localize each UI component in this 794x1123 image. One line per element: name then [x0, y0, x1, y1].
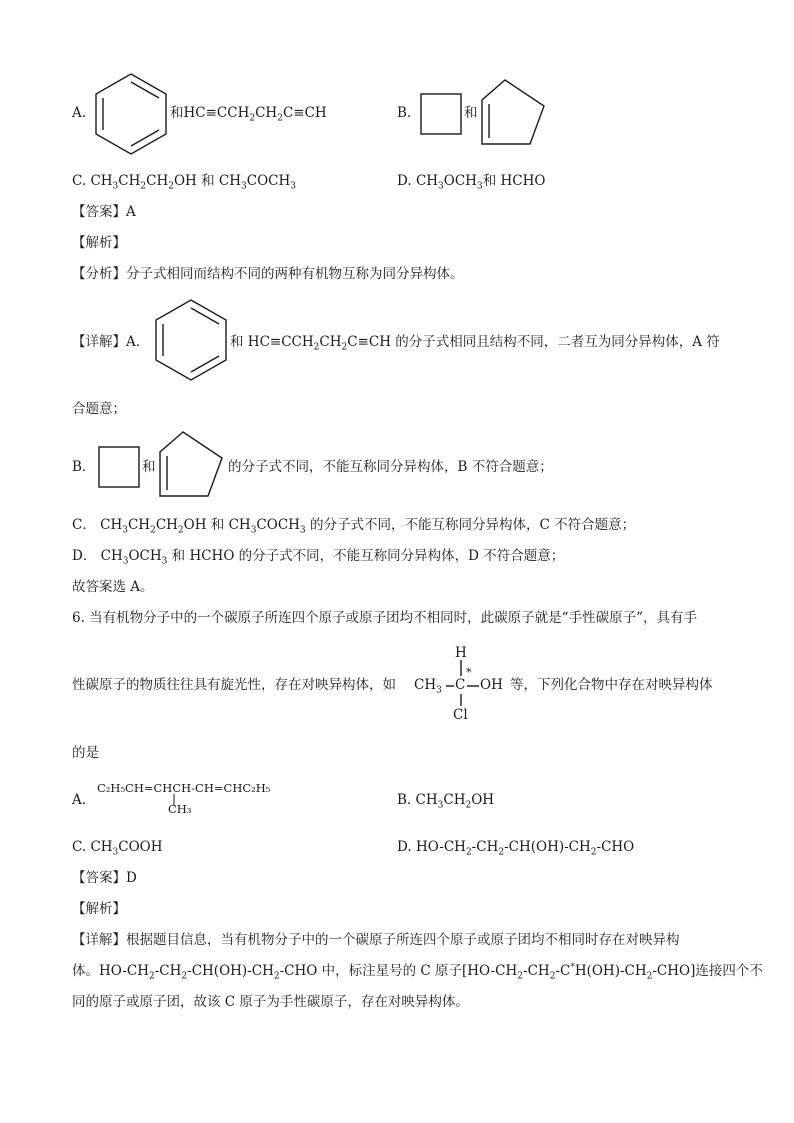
- cyclobutane-square-structure: [420, 93, 462, 135]
- struct-cl-bottom: Cl: [453, 707, 468, 723]
- struct-h-top: H: [455, 645, 467, 661]
- detail-c: C． $CH_3CH_2CH_2OH$ 和 $CH_3COCH_3$ 的分子式不同，不能互称同分异构体，C 不符合题意；: [72, 517, 636, 536]
- q5-option-b-label: B.: [397, 105, 412, 121]
- struct-carbon: C: [455, 677, 466, 693]
- struct-oh-right: OH: [480, 677, 503, 693]
- detail-2-line-2: 体。$HO-CH_2-CH_2-CH(OH)-CH_2$-CHO 中，标注星号的 C 原子$[HO-CH_2-CH_2-C^*H(OH)-CH_2-CHO]$连接四个不: [72, 962, 763, 982]
- q6-line-2-post: 等，下列化合物中存在对映异构体: [510, 677, 713, 693]
- q6-option-b: B. $CH_3CH_2OH$: [397, 792, 495, 811]
- detail-2-line-1: 【详解】根据题目信息，当有机物分子中的一个碳原子所连四个原子或原子团均不相同时存在对映异构: [72, 932, 680, 948]
- analysis-2-heading: 【解析】: [72, 901, 126, 917]
- benzene-ring-detail-structure: [154, 298, 228, 382]
- q6-option-a-main: C₂H₅CH=CHCH-CH=CHC₂H₅: [97, 781, 271, 795]
- benzene-ring-structure: [94, 72, 168, 156]
- q5-option-a-formula: 和$HC\equiv CCH_2CH_2C\equiv CH$: [170, 105, 327, 124]
- detail-d: D． $CH_3OCH_3$ 和 HCHO 的分子式不同，不能互称同分异构体，D 不符合题意；: [72, 548, 565, 567]
- q6-option-a-label: A.: [72, 792, 87, 808]
- q6-line-3: 的是: [72, 745, 99, 761]
- q6-option-a-branch: CH₃: [168, 802, 192, 816]
- conclusion-1: 故答案选 A。: [72, 579, 154, 595]
- analysis-1-heading: 【解析】: [72, 235, 126, 251]
- answer-1: 【答案】A: [72, 204, 136, 220]
- cyclopentene-ring-structure: [478, 78, 548, 148]
- detail-b-text: 的分子式不同，不能互称同分异构体，B 不符合题意；: [228, 459, 553, 475]
- struct-star: *: [466, 666, 472, 679]
- q5-option-c: C. $CH_3CH_2CH_2OH$ 和 $CH_3COCH_3$: [72, 173, 296, 192]
- q5-option-d: D. $CH_3OCH_3$和 HCHO: [397, 173, 546, 192]
- detail-b-label: B．: [72, 459, 96, 475]
- struct-ch3-left: $CH_3$: [414, 677, 442, 696]
- q6-option-c: C. $CH_3COOH$: [72, 839, 163, 858]
- q5-option-a-label: A.: [72, 105, 87, 121]
- detail-2-line-3: 同的原子或原子团，故该 C 原子为手性碳原子，存在对映异构体。: [72, 994, 469, 1010]
- answer-2: 【答案】D: [72, 870, 137, 886]
- cyclobutane-square-detail-structure: [98, 446, 140, 488]
- detail-b-and: 和: [142, 459, 156, 475]
- detail-1-continuation: 合题意；: [72, 401, 126, 417]
- chiral-carbon-structure: [412, 644, 508, 722]
- fenxi-line: 【分析】分子式相同而结构不同的两种有机物互称为同分异构体。: [72, 266, 464, 282]
- detail-1-text: 和 $HC\equiv CCH_2CH_2C\equiv CH$ 的分子式相同且结构不同，二者互为同分异构体，A 符: [230, 334, 720, 353]
- q6-line-2-pre: 性碳原子的物质往往具有旋光性，存在对映异构体，如: [72, 677, 396, 693]
- q6-option-d: D. $HO-CH_2-CH_2-CH(OH)-CH_2$-CHO: [397, 839, 635, 858]
- q5-option-b-and: 和: [464, 105, 478, 121]
- detail-1-prefix: 【详解】A．: [72, 334, 150, 350]
- cyclopentene-ring-detail-structure: [156, 430, 226, 500]
- q6-line-1: 6. 当有机物分子中的一个碳原子所连四个原子或原子团均不相同时，此碳原子就是“手性碳原子”，具有手: [72, 610, 697, 626]
